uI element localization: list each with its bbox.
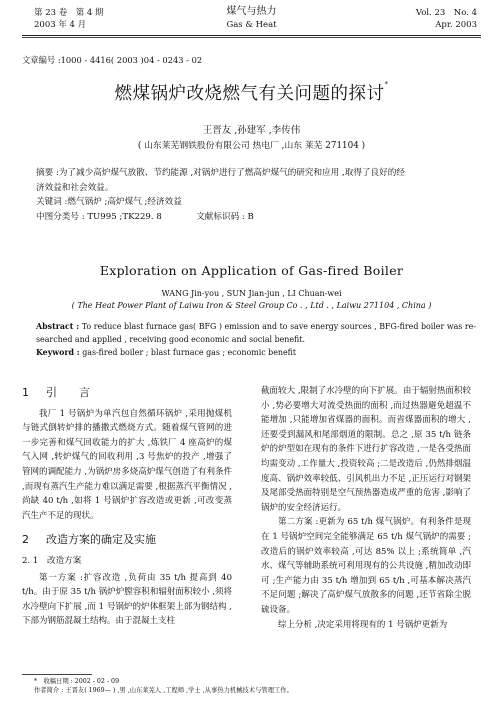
keywords-en: [36, 346, 476, 359]
header-volume-en: Vol. 23 No. 4: [415, 8, 477, 18]
affiliation-zh: ( 山东莱芜钢铁股份有限公司 热电厂 ,山东 莱芜 271104 ): [137, 141, 366, 151]
section-1-number: 1: [22, 386, 29, 399]
paragraph-intro: 我厂 1 号锅炉为单汽包自然循环锅炉 ,采用抛煤机与链式倒转炉排的播撒式燃烧方式。随着煤气管网的进一步完善和煤气回收能力的扩大 ,炼铁厂 4 座高炉的煤气入网 ,转炉煤气的回收利用 ,3 号焦炉的投产 ,增强了管网的调配能力 ,为锅炉房多烧高炉煤气创造了有利条件 ,而现有蒸汽生产能力难以满足需要 ,根据蒸汽平衡情况 ,尚缺 40 t/h ,如将 1 号锅炉扩容改造或更新 ,可改变蒸汽生产不足的现状。: [22, 408, 232, 521]
keywords-en-text: gas-fired boiler ; blast furnace gas ; economic benefit: [82, 348, 297, 357]
abstract-zh-line-1: 摘要 :为了减少高炉煤气放散、节约能源 ,对锅炉进行了燃高炉煤气的研究和应用 ,取得了良好的经: [36, 168, 405, 178]
footnote-author-bio: 作者简介 : 王晋友( 1969— ) ,男 ,山东莱芜人 ,工程师 ,学士 ,从事热力机械技术与管理工作。: [34, 687, 293, 694]
abstract-zh-line-2: 济效益和社会效益。: [36, 182, 114, 193]
keywords-en-label: Keyword :: [36, 348, 80, 357]
classification-zh: 中图分类号 : TU995 ;TK229. 8 文献标识码 : B: [36, 211, 254, 222]
abstract-en-label: Abstract :: [36, 322, 80, 331]
footnote: [34, 677, 293, 695]
section-2-number: 2: [22, 533, 29, 547]
section-1-heading: [22, 386, 232, 401]
header-journal-en: Gas & Heat: [226, 20, 277, 30]
right-column: [261, 384, 471, 632]
section-1-title: 引 言: [46, 386, 90, 399]
authors-en: WANG Jin-you , SUN Jian-jun , LI Chuan-wei: [161, 289, 342, 298]
abstract-zh: [36, 166, 476, 224]
footnote-rule: [22, 674, 92, 675]
header-date: 2003 年 4 月: [34, 20, 87, 30]
paragraph-plan-2: 第二方案 :更新为 65 t/h 煤气锅炉。有利条件是现在 1 号锅炉空间完全能够满足 65 t/h 煤气锅炉的需要 ;改造后的锅炉效率较高 ,可达 85% 以上 ;系统简单 ,汽水、煤气等辅助系统可利用现有的公共设施 ,精加改动即可 ;生产能力由 35 t/h 增加到 65 t/h ,可基本解决蒸汽不足问题 ;解决了高炉煤气放散多的问题 ,还节省除尘脱硫设备。: [261, 517, 471, 615]
abstract-en: [36, 320, 476, 359]
abstract-en-text: To reduce blast furnace gas( BFG ) emission and to save energy sources , BFG-fired boiler was re-searched and applied , receiving good economic and social benefit.: [36, 322, 476, 344]
subsection-2-1-heading: 2. 1 改造方案: [22, 555, 82, 566]
paragraph-plan-1: 第一方案 :扩容改造 ,负荷由 35 t/h 提高到 40 t/h。由于原 35 t/h 锅炉炉膛容积和辐射面积较小 ,须将水冷壁向下扩展 ,而 1 号锅炉的炉体框架上部为钢结构 ,下部为钢筋混凝土结构。由于混凝土支柱: [22, 572, 232, 627]
header-date-en: Apr. 2003: [435, 20, 477, 30]
abstract-en-body: [36, 320, 476, 346]
header-volume: 第 23 卷 第 4 期: [34, 8, 104, 18]
left-column: [22, 386, 232, 629]
header-rule-thin: [22, 37, 481, 38]
keywords-zh: 关键词 :燃气锅炉 ;高炉煤气 ;经济效益: [36, 197, 182, 207]
paragraph-plan-1-cont: 截面较大 ,限制了水冷壁的向下扩展。由于辐射热面积较小 ,势必要增大对流受热面的面积 ,而过热器避免超温不能增加 ,只能增加省煤器的面积。而省煤器面积的增大 ,还要受到漏风和尾部烟道的限制。总之 ,原 35 t/h 链条炉的炉型如在现有的条件下进行扩容改造 ,一是各受热面均需变动 ,工作量大 ,投资较高 ;二是改造后 ,仍然排烟温度高、锅炉效率较低、引风机出力不足 ,正压运行对钢架及尾部受热面特别是空气预热器造成严重的危害 ,影响了锅炉的安全经济运行。: [261, 386, 471, 513]
header-journal-zh: 煤气与热力: [226, 6, 277, 17]
title-footnote-mark: *: [384, 80, 389, 88]
title-zh-text: 燃煤锅炉改烧燃气有关问题的探讨: [114, 84, 385, 104]
section-2-heading: [22, 533, 232, 548]
title-zh: [0, 80, 503, 105]
footnote-received: * 收稿日期 : 2002 - 02 - 09: [34, 678, 120, 685]
paragraph-conclusion: 综上分析 ,决定采用将现有的 1 号锅炉更新为: [278, 619, 448, 630]
authors-zh: 王晋友 ,孙建军 ,李传伟: [202, 125, 301, 136]
affiliation-en: ( The Heat Power Plant of Laiwu Iron & Steel Group Co . , Ltd . , Laiwu 271104 , China ): [71, 301, 432, 310]
article-number: 文章编号 :1000 - 4416( 2003 )04 - 0243 - 02: [22, 55, 203, 65]
header-rule: [22, 35, 481, 36]
title-en: Exploration on Application of Gas-fired Boiler: [99, 263, 404, 278]
section-2-title: 改造方案的确定及实施: [46, 533, 156, 547]
